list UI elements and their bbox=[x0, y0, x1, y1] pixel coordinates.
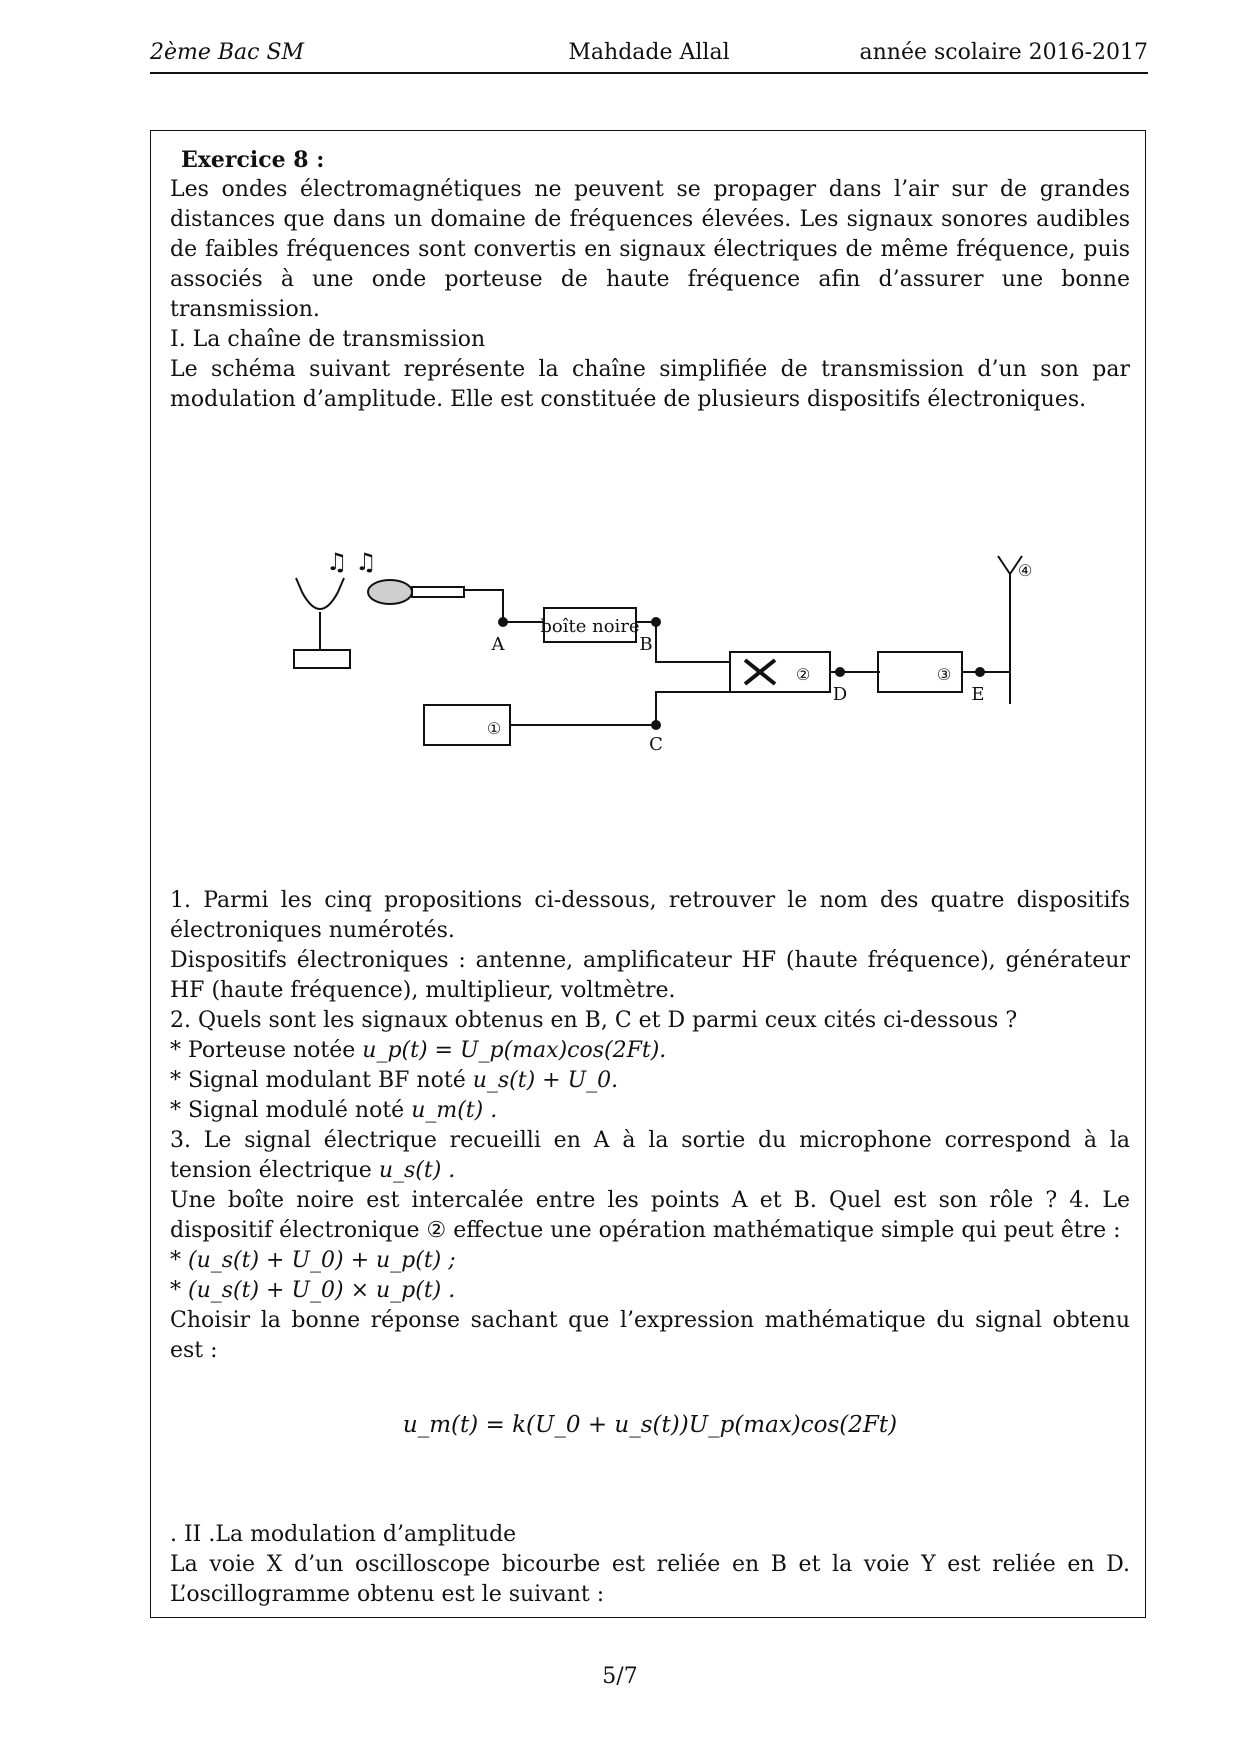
header-class: 2ème Bac SM bbox=[150, 40, 305, 65]
question-2-option-1: * Porteuse notée u_p(t) = U_p(max)cos(2Ft). bbox=[170, 1038, 667, 1063]
point-c: C bbox=[649, 734, 663, 755]
point-a: A bbox=[491, 634, 505, 655]
page-number: 5/7 bbox=[602, 1664, 638, 1689]
questions-block bbox=[170, 886, 1130, 1366]
device-number-1: ① bbox=[486, 719, 502, 738]
point-e: E bbox=[971, 684, 985, 705]
question-2-option-2: * Signal modulant BF noté u_s(t) + U_0. bbox=[170, 1068, 619, 1093]
music-notes: ♫ ♫ bbox=[326, 548, 377, 576]
question-2: 2. Quels sont les signaux obtenus en B, C et D parmi ceux cités ci-dessous ? bbox=[170, 1008, 1018, 1033]
section1-title: I. La chaîne de transmission bbox=[170, 327, 486, 352]
question-1: 1. Parmi les cinq propositions ci-dessous, retrouver le nom des quatre dispositifs électroniques numérotés. bbox=[170, 888, 1130, 943]
question-3-black-box: Une boîte noire est intercalée entre les points A et B. Quel est son rôle ? 4. Le dispositif électronique ② effectue une opération mathématique simple qui peut être : bbox=[170, 1188, 1130, 1243]
section2-title: . II .La modulation d’amplitude bbox=[170, 1522, 517, 1547]
point-b: B bbox=[639, 634, 653, 655]
question-4-option-1: * (u_s(t) + U_0) + u_p(t) ; bbox=[170, 1248, 456, 1273]
fork-base bbox=[294, 650, 350, 668]
device-number-4: ④ bbox=[1018, 561, 1033, 580]
tuning-fork-icon bbox=[296, 578, 344, 609]
question-2-option-3: * Signal modulé noté u_m(t) . bbox=[170, 1098, 498, 1123]
black-box-label: boîte noire bbox=[540, 616, 640, 637]
microphone-icon bbox=[368, 580, 412, 604]
section2-text: La voie X d’un oscilloscope bicourbe est reliée en B et la voie Y est reliée en D. L’oscillogramme obtenu est le suivant : bbox=[170, 1552, 1130, 1607]
header-year: année scolaire 2016-2017 bbox=[859, 40, 1148, 65]
question-3: 3. Le signal électrique recueilli en A à la sortie du microphone correspond à la tension électrique u_s(t) . bbox=[170, 1128, 1130, 1183]
exercise-intro: Les ondes électromagnétiques ne peuvent se propager dans l’air sur de grandes distances que dans un domaine de fréquences élevées. Les signaux sonores audibles de faibles fréquences sont convertis en signaux électriques de même fréquence, puis associés à une onde porteuse de haute fréquence afin d’assurer une bonne transmission. bbox=[170, 177, 1130, 322]
modulated-signal-formula: u_m(t) = k(U_0 + u_s(t))U_p(max)cos(2Ft) bbox=[402, 1412, 898, 1438]
header-author: Mahdade Allal bbox=[568, 40, 730, 65]
point-d: D bbox=[832, 684, 848, 705]
section1-text: Le schéma suivant représente la chaîne simplifiée de transmission d’un son par modulation d’amplitude. Elle est constituée de plusieurs dispositifs électroniques. bbox=[170, 357, 1130, 412]
question-4-choice: Choisir la bonne réponse sachant que l’expression mathématique du signal obtenu est : bbox=[170, 1308, 1130, 1363]
device-number-3: ③ bbox=[936, 665, 952, 684]
device-number-2: ② bbox=[796, 665, 811, 684]
section2-block bbox=[170, 1520, 1130, 1610]
exercise-title: Exercice 8 : bbox=[181, 147, 325, 173]
question-4-option-2: * (u_s(t) + U_0) × u_p(t) . bbox=[170, 1278, 456, 1303]
multiplier-box bbox=[730, 652, 830, 692]
question-1-devices: Dispositifs électroniques : antenne, amplificateur HF (haute fréquence), générateur HF (haute fréquence), multiplieur, voltmètre. bbox=[170, 948, 1130, 1003]
